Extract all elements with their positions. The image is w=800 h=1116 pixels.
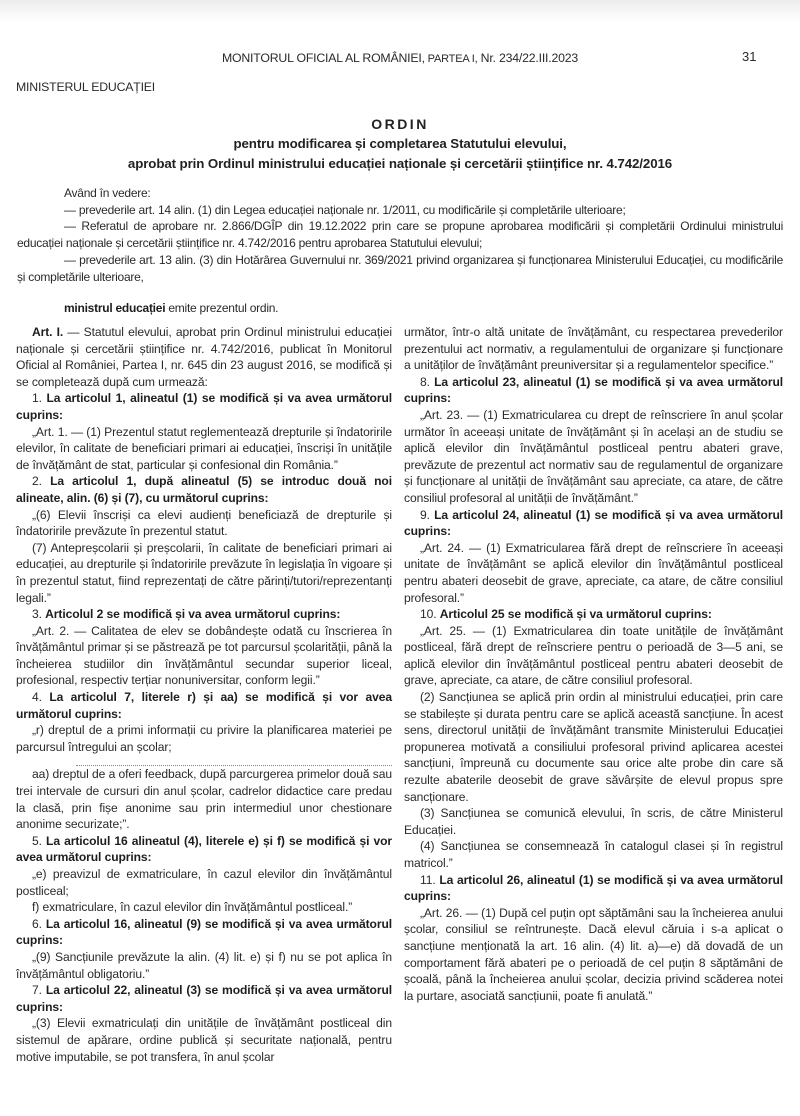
point-paragraph: „Art. 2. — Calitatea de elev se dobândește odată cu înscrierea în învățământul primar și se păstrează pe tot parcursul școlarității, până la încheierea studiilor din învățământul secundar superior liceal, profesional, respectiv terțiar nonuniversitar, conform legii.” [16,623,392,688]
point-heading [16,833,392,866]
point-heading [16,982,392,1015]
point-paragraph: (2) Sancțiunea se aplică prin ordin al ministrului educației, prin care se stabilește și durata pentru care se aplică această sancțiune. În acest sens, directorul unității de învățământ transmite Ministerului Educației propunerea motivată a consiliului profesoral privind aplicarea acestei sancțiuni, împreună cu documente sau orice alte probe din care să rezulte abaterile deosebit de grave săvârșite de elevul propus spre sancționare. [404,690,783,804]
point-heading [16,916,392,949]
preamble-signer [17,300,783,317]
issuer-name: MINISTERUL EDUCAȚIEI [16,80,156,94]
point-paragraph: „(6) Elevii înscriși ca elevi audienți beneficiază de drepturile și îndatoririle prevăzute în prezentul statut. [16,507,392,539]
preamble-item: — prevederile art. 13 alin. (3) din Hotărârea Guvernului nr. 369/2021 privind organizarea și funcționarea Ministerului Educației, cu modificările și completările ulterioare, [17,252,783,284]
left-column [16,324,392,1065]
point-paragraph: „(3) Elevii exmatriculați din unitățile de învățământ postliceal din sistemul de apărare, ordine publică și securitate națională, pentru motive imputabile, se pot transfera, în anul școlar [16,1016,392,1064]
issue-number: Nr. 234/22.III.2023 [477,51,579,65]
point-heading [16,473,392,506]
article-one [16,324,392,390]
page-number: 31 [742,49,757,64]
point-heading-text: La articolul 1, alineatul (1) se modifică și va avea următorul cuprins: [16,391,392,422]
point-heading [404,606,783,623]
continuation-paragraph: următor, într-o altă unitate de învățământ, cu respectarea prevederilor prezentului act normativ, a regulamentului de organizare și funcționare a unităților de învățământ preuniversitar și a regulamentelor specifice.” [404,325,783,373]
point-paragraph: „e) preavizul de exmatriculare, în cazul elevilor din învățământul postliceal; [16,867,392,898]
title-line-1: pentru modificarea și completarea Statutului elevului, [233,136,567,151]
preamble [17,185,783,317]
point-number: 3. [32,607,46,622]
preamble-item: — prevederile art. 14 alin. (1) din Legea educației naționale nr. 1/2011, cu modificările și completările ulterioare; [64,202,626,217]
signer-rest: emite prezentul ordin. [165,301,279,316]
point-number: 5. [32,833,47,848]
point-paragraph: „Art. 23. — (1) Exmatricularea cu drept de reînscriere în anul școlar următor în aceeași unitate de învățământ și în același an de studiu se aplică elevilor din învățământul postliceal pentru abateri grave, prevăzute de prezentul act normativ sau de regulamentul de organizare și funcționare al unității de învățământ sau apreciate, ca atare, de către consiliul profesoral al unității de învățământ.” [404,407,783,505]
publication-part: PARTEA I, [424,53,478,65]
point-heading-text: La articolul 16, alineatul (9) se modifică și va avea următorul cuprins: [16,916,392,948]
point-heading [404,872,783,905]
point-number: 10. [420,607,440,622]
point-heading-text: La articolul 7, literele r) și aa) se modifică și vor avea următorul cuprins: [16,690,392,721]
point-paragraph: „r) dreptul de a primi informații cu privire la planificarea materiei pe parcursul întregului an școlar; [16,723,392,754]
running-header [0,51,800,65]
point-heading-text: La articolul 26, alineatul (1) se modifică și va avea următorul cuprins: [404,872,784,904]
point-heading [404,374,783,407]
point-paragraph: „(9) Sancțiunile prevăzute la alin. (4) lit. e) și f) nu se pot aplica în învățământul obligatoriu.” [16,949,392,981]
point-number: 8. [420,374,435,389]
document-title [0,114,800,174]
point-paragraph: aa) dreptul de a oferi feedback, după parcurgerea primelor două sau trei intervale de cursuri din anul școlar, cadrelor didactice care predau la clasă, prin fișe anonime sau prin intermediul unor chestionare anonime securizate;”. [16,767,392,832]
point-number: 1. [32,391,47,406]
point-number: 7. [32,983,46,998]
point-heading-text: La articolul 22, alineatul (3) se modifică și va avea următorul cuprins: [16,983,392,1014]
point-heading-text: Articolul 25 se modifică și va următorul cuprins: [439,607,712,622]
right-column [404,324,783,1004]
point-number: 6. [32,916,46,931]
point-heading-text: La articolul 16 alineatul (4), literele e) și f) se modifică și vor avea următorul cuprins: [16,833,392,865]
omission-separator [76,755,392,766]
point-heading [16,390,392,423]
preamble-item: — Referatul de aprobare nr. 2.866/DGÎP din 19.12.2022 prin care se propune aprobarea modificării și completării Ordinului ministrului educației naționale și cercetării științifice nr. 4.742/2016 pentru aprobarea Statutului elevului; [17,219,783,251]
point-number: 11. [420,872,440,887]
point-paragraph: „Art. 24. — (1) Exmatricularea fără drept de reînscriere în aceeași unitate de învățământ se aplică elevilor din învățământul postliceal pentru abateri deosebit de grave, apreciate, ca atare, de către consiliul profesoral.” [404,540,783,605]
point-heading-text: Articolul 2 se modifică și va avea următorul cuprins: [45,607,341,622]
point-heading [404,507,783,540]
point-heading-text: La articolul 1, după alineatul (5) se introduc două noi alineate, alin. (6) și (7), cu următorul cuprins: [16,474,392,505]
publication-name: MONITORUL OFICIAL AL ROMÂNIEI, [221,51,425,65]
preamble-intro: Având în vedere: [64,186,151,200]
point-paragraph: (4) Sancțiunea se consemnează în catalogul clasei și în registrul matricol.” [404,839,783,870]
point-paragraph: „Art. 1. — (1) Prezentul statut reglementează drepturile și îndatoririle elevilor, în calitate de beneficiari primari ai educației, înscriși în unitățile de învățământ de stat, particular și confesional din România.” [16,424,392,472]
article-one-label: Art. I. [32,325,64,339]
point-heading [16,689,392,722]
article-one-text: — Statutul elevului, aprobat prin Ordinul ministrului educației naționale și cercetării științifice nr. 4.742/2016, publicat în Monitorul Oficial al României, Partea I, nr. 645 din 23 august 2016, se modifică și se completează după cum urmează: [16,325,392,389]
point-number: 9. [420,507,435,522]
point-number: 4. [32,690,50,705]
point-paragraph: „Art. 26. — (1) După cel puțin opt săptămâni sau la încheierea anului școlar, consiliul se reîntrunește. Dacă elevul căruia i s-a aplicat o sancțiune menționată la art. 16 alin. (4) lit. a)—e) dă dovadă de un comportament fără abateri pe o perioadă de cel puțin 8 săptămâni de școală, până la încheierea anului școlar, decizia privind scăderea notei la purtare, asociată sancțiunii, poate fi anulată.” [404,905,783,1003]
point-paragraph: „Art. 25. — (1) Exmatricularea din toate unitățile de învățământ postliceal, fără drept de reînscriere pentru o perioadă de 3—5 ani, se aplică elevilor din învățământul postliceal pentru abateri deosebit de grave, apreciate, ca atare, de către consiliul profesoral. [404,623,783,688]
point-heading-text: La articolul 23, alineatul (1) se modifică și va avea următorul cuprins: [404,374,783,406]
point-number: 2. [32,474,51,489]
point-paragraph: (7) Antepreșcolarii și preșcolarii, în calitate de beneficiari primari ai educației, au drepturile și îndatoririle prevăzute în legislația în vigoare și în prezentul statut, fiind reprezentați de către părinți/tutori/reprezentanți legali.” [16,540,392,605]
point-paragraph: (3) Sancțiunea se comunică elevului, în scris, de către Ministerul Educației. [404,806,783,837]
point-heading-text: La articolul 24, alineatul (1) se modifică și va avea următorul cuprins: [404,507,783,539]
page-top-shadow [0,0,800,22]
signer-bold: ministrul educației [64,301,166,316]
point-heading [16,606,392,623]
point-paragraph: f) exmatriculare, în cazul elevilor din învățământul postliceal.” [32,900,353,915]
title-line-2: aprobat prin Ordinul ministrului educației naționale și cercetării științifice nr. 4.742/2016 [127,156,673,171]
title-kind: ORDIN [371,116,429,132]
